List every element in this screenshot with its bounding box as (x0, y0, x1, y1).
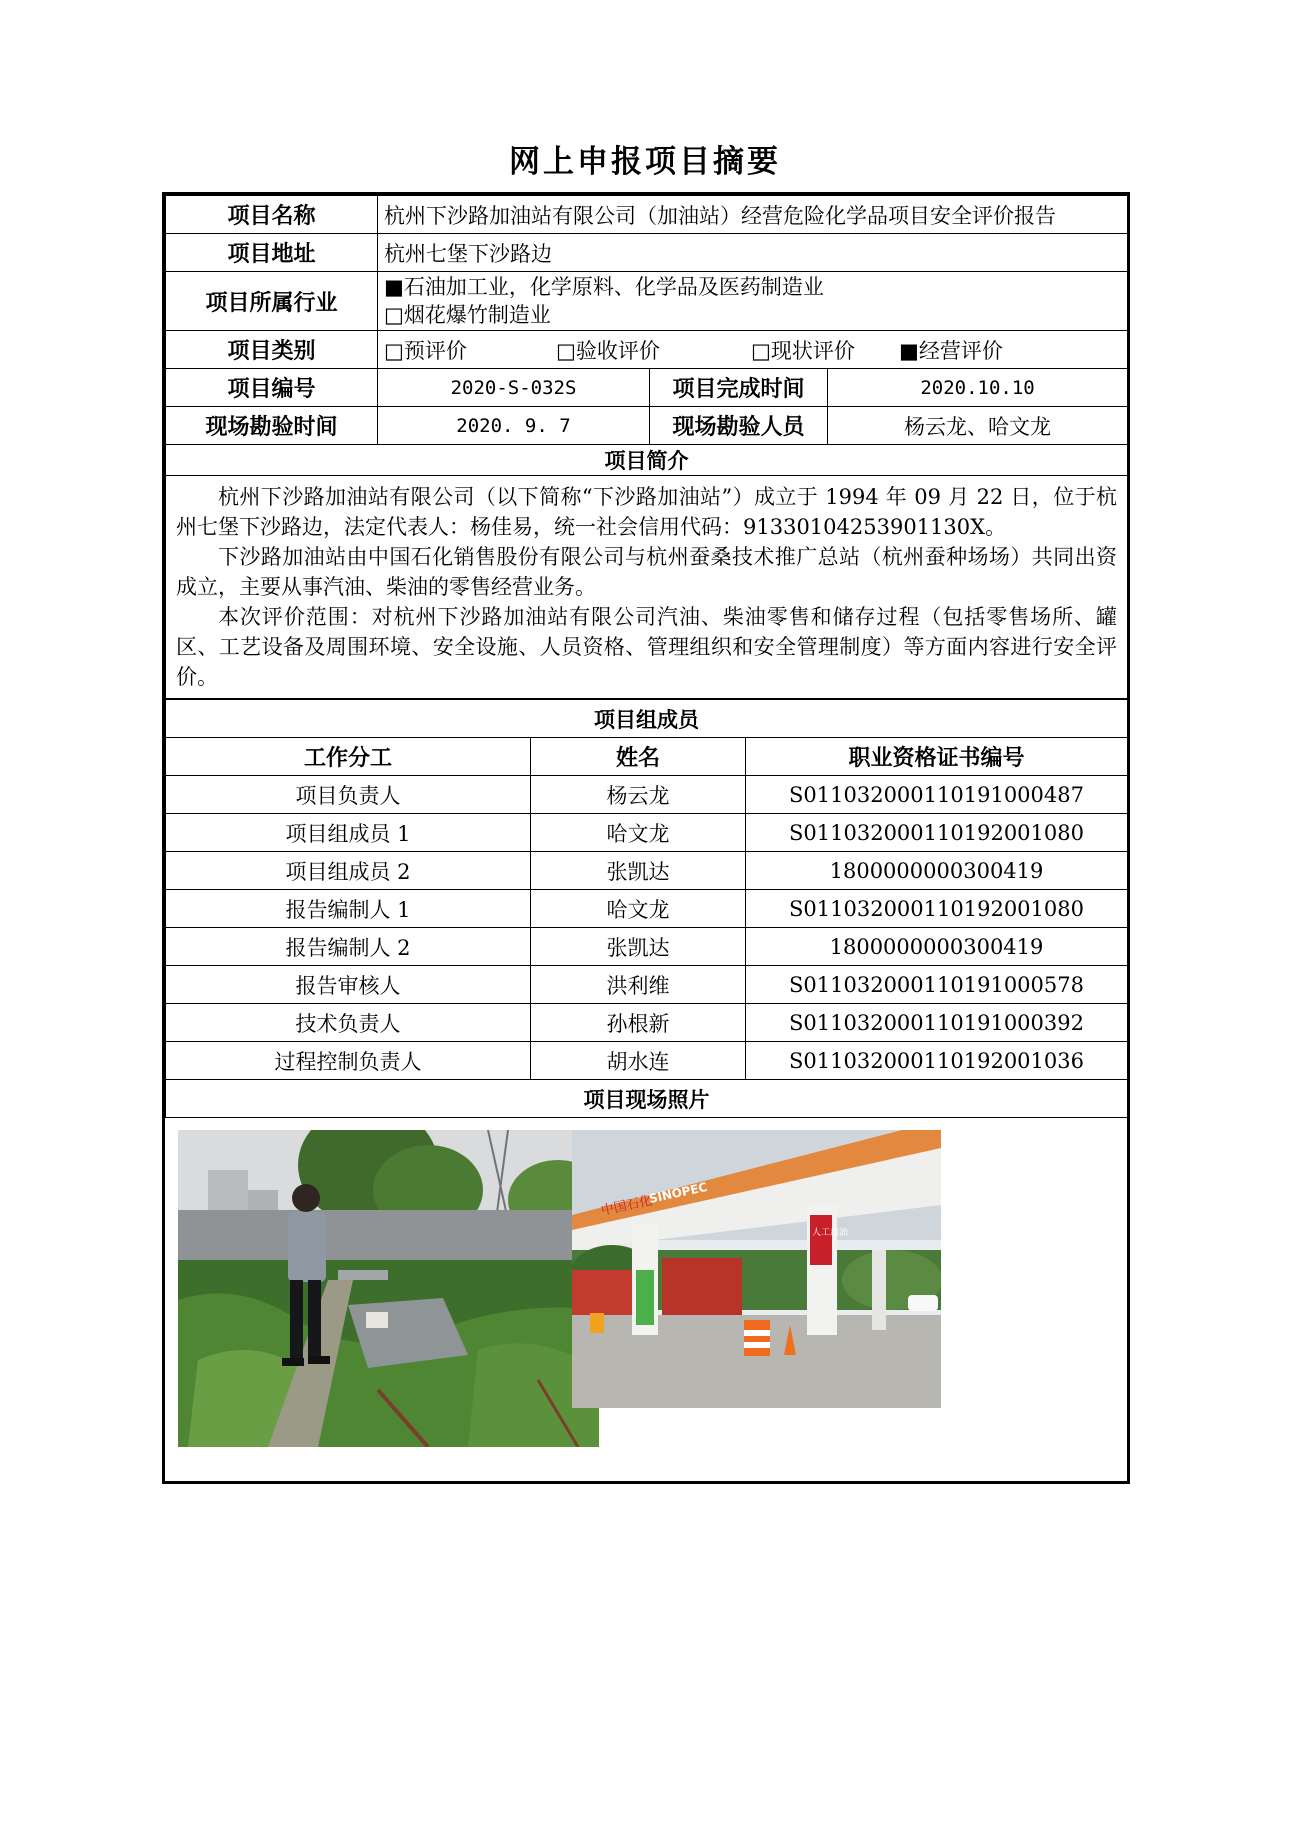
member-role: 技术负责人 (166, 1004, 531, 1042)
project-name-label: 项目名称 (166, 196, 378, 234)
survey-time-value: 2020. 9. 7 (378, 407, 650, 445)
site-photo-path (178, 1130, 599, 1447)
project-category-options (378, 331, 1128, 369)
summary-header: 项目简介 (166, 445, 1128, 476)
members-table (165, 699, 1128, 1118)
member-name: 张凯达 (531, 852, 746, 890)
category-option-pre: □预评价 (384, 338, 467, 363)
station-sign-en: SINOPEC (647, 1179, 709, 1206)
members-column-headers (166, 738, 1128, 776)
survey-time-label: 现场勘验时间 (166, 407, 378, 445)
row-project-name (166, 196, 1128, 234)
summary-paragraph: 下沙路加油站由中国石化销售股份有限公司与杭州蚕桑技术推广总站（杭州蚕种场场）共同出资成立，主要从事汽油、柴油的零售经营业务。 (176, 545, 1118, 599)
row-members-header (166, 700, 1128, 738)
row-project-industry (166, 272, 1128, 331)
table-row (166, 1004, 1128, 1042)
member-cert: S011032000110192001036 (746, 1042, 1128, 1080)
category-option-status: □现状评价 (751, 338, 855, 363)
project-name-value: 杭州下沙路加油站有限公司（加油站）经营危险化学品项目安全评价报告 (378, 196, 1128, 234)
row-project-number (166, 369, 1128, 407)
table-row (166, 1042, 1128, 1080)
table-row (166, 928, 1128, 966)
industry-option-petro: ■石油加工业，化学原料、化学品及医药制造业 (384, 275, 824, 299)
row-photos-header (166, 1080, 1128, 1118)
project-number-value: 2020-S-032S (378, 369, 650, 407)
category-option-acceptance: □验收评价 (556, 338, 660, 363)
station-sign-cn: 中国石化 (599, 1193, 654, 1219)
row-project-address (166, 234, 1128, 272)
site-photo-path-image (178, 1130, 599, 1447)
table-row (166, 776, 1128, 814)
member-role: 项目负责人 (166, 776, 531, 814)
completion-time-label: 项目完成时间 (650, 369, 828, 407)
member-name: 孙根新 (531, 1004, 746, 1042)
table-row (166, 814, 1128, 852)
project-address-label: 项目地址 (166, 234, 378, 272)
member-name: 洪利维 (531, 966, 746, 1004)
page-title: 网上申报项目摘要 (509, 144, 781, 180)
project-category-label: 项目类别 (166, 331, 378, 369)
survey-staff-label: 现场勘验人员 (650, 407, 828, 445)
member-cert: 1800000000300419 (746, 928, 1128, 966)
summary-body (166, 476, 1128, 699)
member-role: 报告编制人 1 (166, 890, 531, 928)
member-role: 报告编制人 2 (166, 928, 531, 966)
project-info-table (165, 195, 1128, 699)
photos-area (165, 1118, 1127, 1485)
column-header-name: 姓名 (531, 738, 746, 776)
table-row (166, 852, 1128, 890)
completion-time-value: 2020.10.10 (828, 369, 1128, 407)
site-photo-station (572, 1130, 941, 1408)
project-industry-label: 项目所属行业 (166, 272, 378, 331)
member-name: 胡水连 (531, 1042, 746, 1080)
member-cert: 1800000000300419 (746, 852, 1128, 890)
member-cert: S011032000110191000487 (746, 776, 1128, 814)
column-header-role: 工作分工 (166, 738, 531, 776)
member-name: 哈文龙 (531, 890, 746, 928)
survey-staff-value: 杨云龙、哈文龙 (828, 407, 1128, 445)
summary-paragraph: 杭州下沙路加油站有限公司（以下简称“下沙路加油站”）成立于 1994 年 09 月 22 日，位于杭州七堡下沙路边，法定代表人：杨佳易，统一社会信用代码：91330104253901130X。 (176, 485, 1118, 539)
member-role: 过程控制负责人 (166, 1042, 531, 1080)
summary-paragraph: 本次评价范围：对杭州下沙路加油站有限公司汽油、柴油零售和储存过程（包括零售场所、罐区、工艺设备及周围环境、安全设施、人员资格、管理组织和安全管理制度）等方面内容进行安全评价。 (176, 605, 1118, 689)
member-name: 杨云龙 (531, 776, 746, 814)
table-row (166, 890, 1128, 928)
row-summary-header (166, 445, 1128, 476)
project-industry-options (378, 272, 1128, 331)
member-role: 项目组成员 1 (166, 814, 531, 852)
row-survey (166, 407, 1128, 445)
member-cert: S011032000110192001080 (746, 814, 1128, 852)
row-project-category (166, 331, 1128, 369)
member-cert: S011032000110192001080 (746, 890, 1128, 928)
column-header-cert: 职业资格证书编号 (746, 738, 1128, 776)
member-name: 张凯达 (531, 928, 746, 966)
pump-sign: 人工加油 (812, 1228, 849, 1238)
row-summary-body (166, 476, 1128, 699)
member-role: 项目组成员 2 (166, 852, 531, 890)
member-cert: S011032000110191000578 (746, 966, 1128, 1004)
members-header: 项目组成员 (166, 700, 1128, 738)
table-row (166, 966, 1128, 1004)
project-address-value: 杭州七堡下沙路边 (378, 234, 1128, 272)
industry-option-fireworks: □烟花爆竹制造业 (384, 303, 551, 327)
project-number-label: 项目编号 (166, 369, 378, 407)
site-photo-station-image (572, 1130, 941, 1408)
member-role: 报告审核人 (166, 966, 531, 1004)
photos-header: 项目现场照片 (166, 1080, 1128, 1118)
member-cert: S011032000110191000392 (746, 1004, 1128, 1042)
member-name: 哈文龙 (531, 814, 746, 852)
category-option-operation: ■经营评价 (899, 338, 1003, 363)
summary-frame (162, 192, 1130, 1484)
